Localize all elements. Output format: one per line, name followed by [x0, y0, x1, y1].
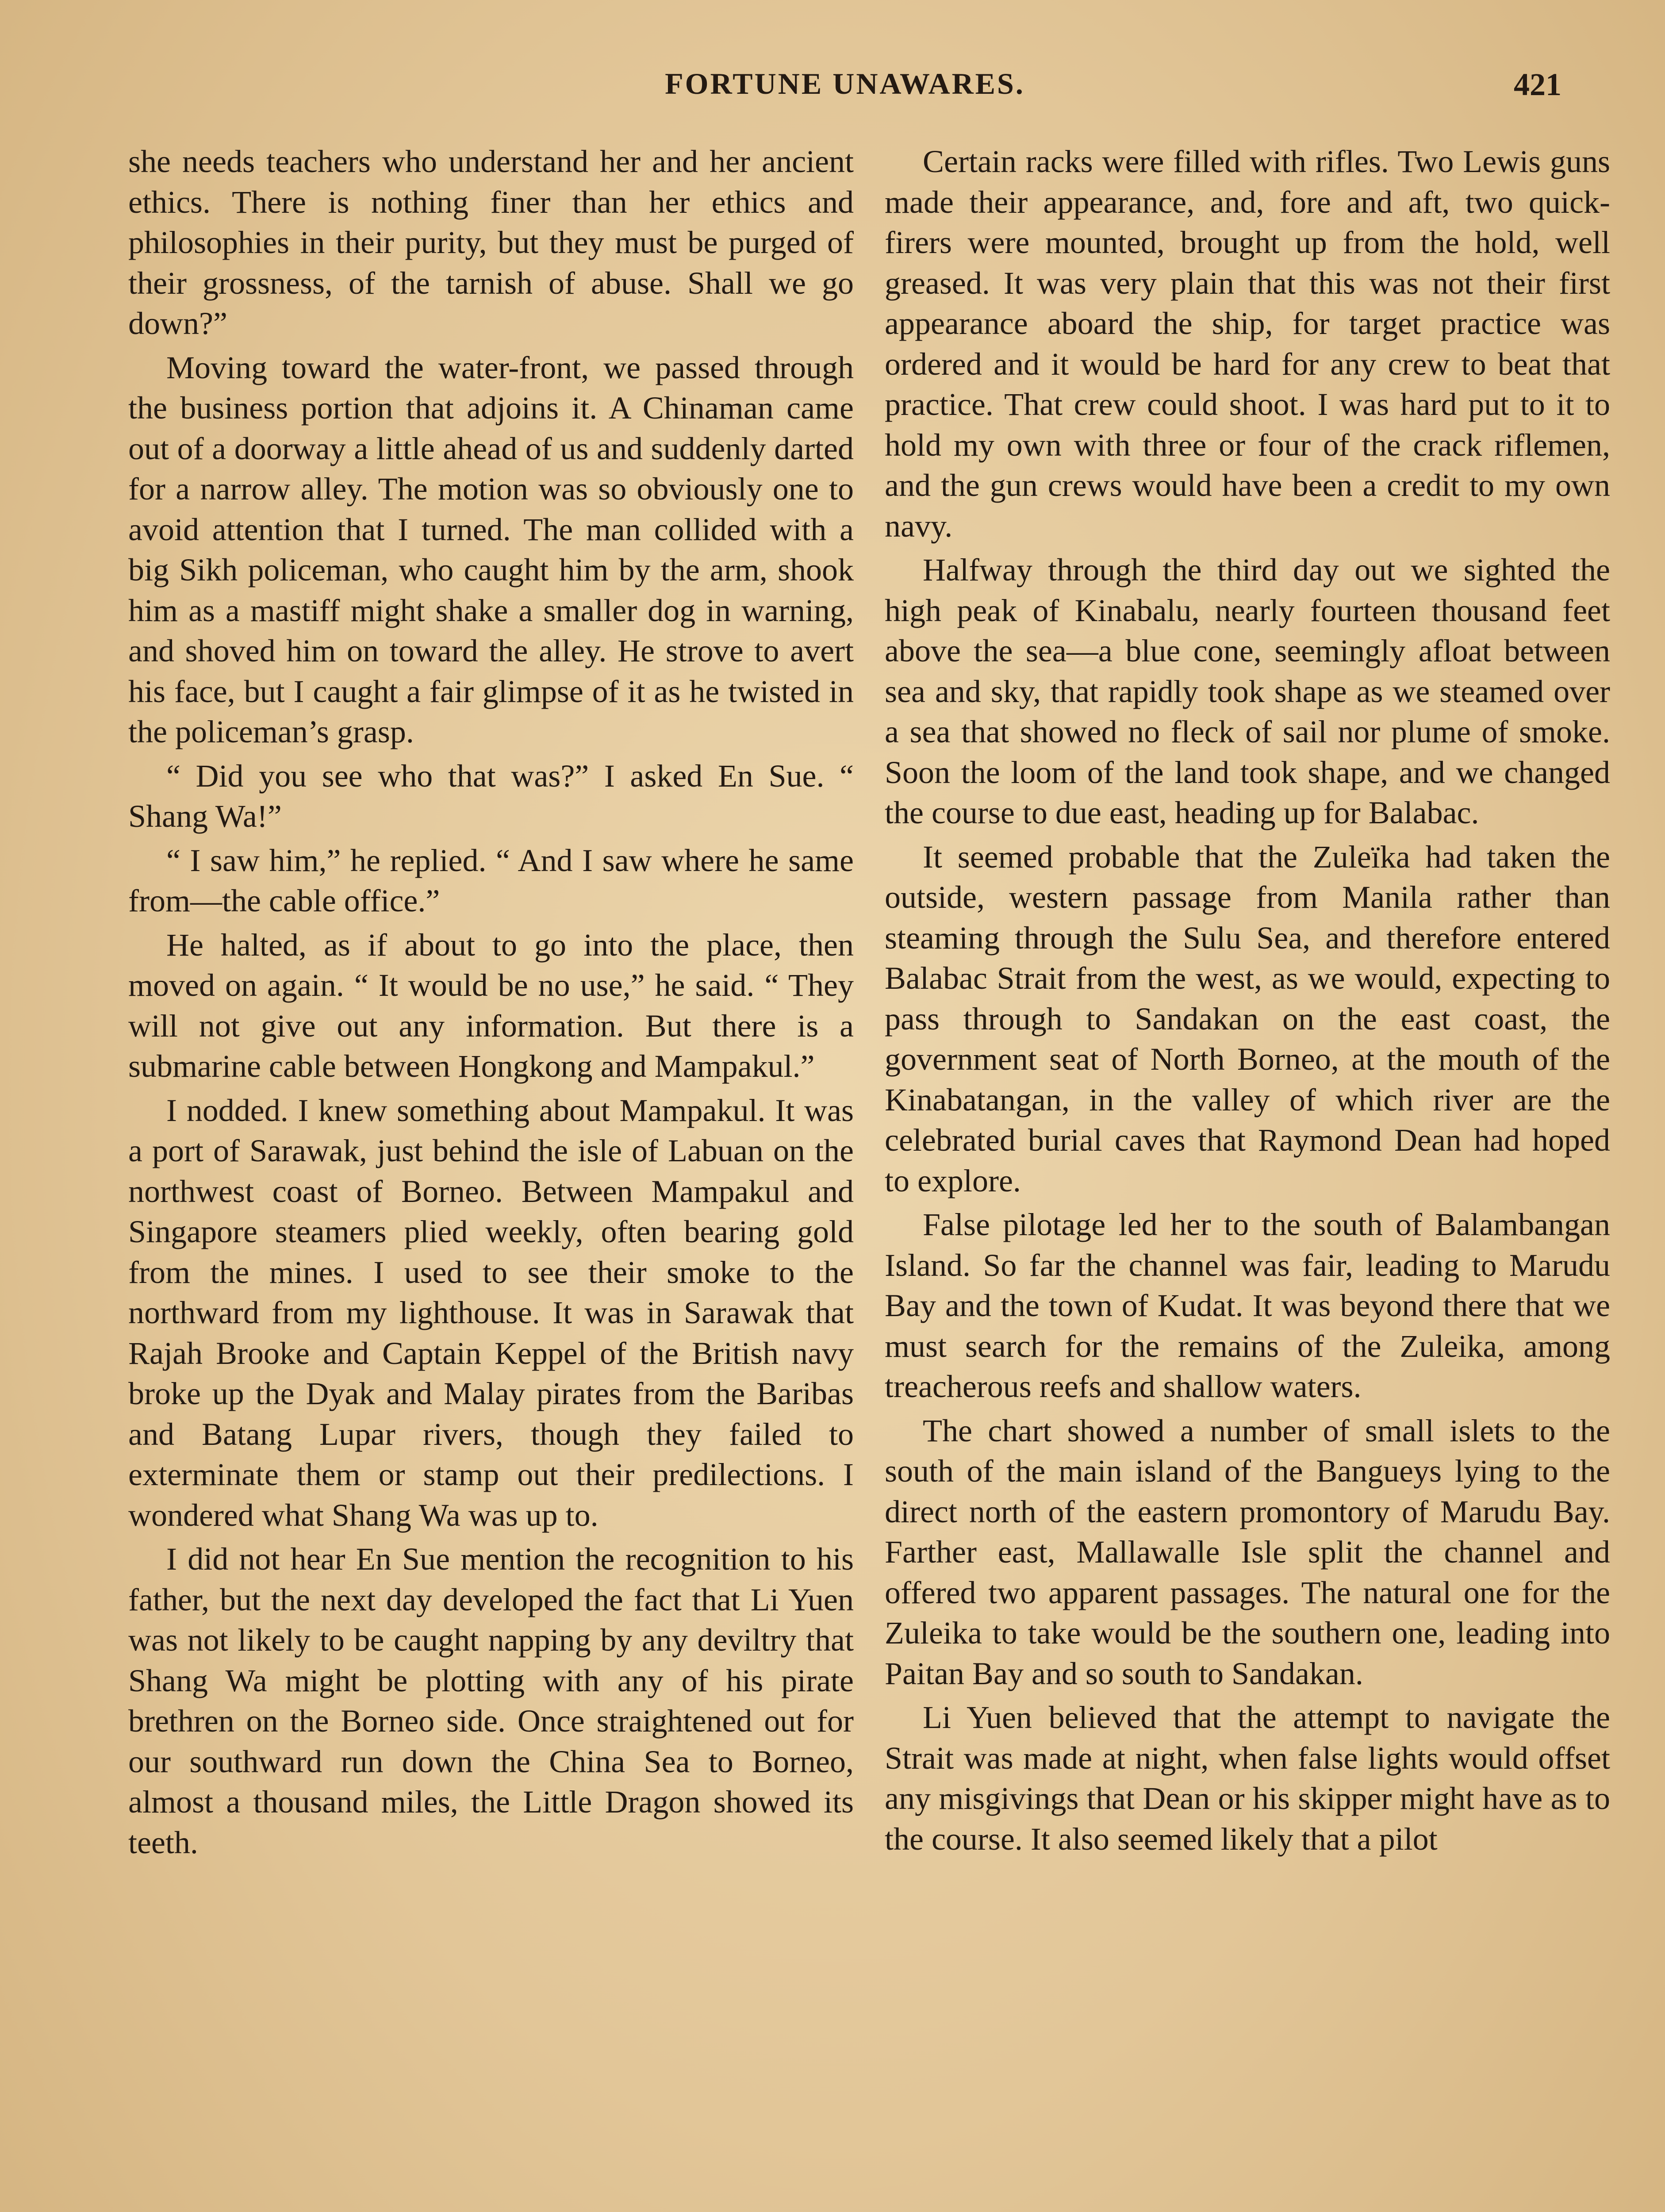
paragraph: she needs teachers who understand her and her ancient ethics. There is nothing finer than her ethics and philosophies in their purity, but they must be purged of their grossness, of the tarnish of abuse. Shall we go down?”: [128, 144, 854, 341]
paragraph: Halfway through the third day out we sighted the high peak of Kinabalu, nearly fourteen thousand feet above the sea—a blue cone, seemingly afloat between sea and sky, that rapidly took shape as we steamed over a sea that showed no fleck of sail nor plume of smoke. Soon the loom of the land took shape, and we changed the course to due east, heading up for Balabac.: [885, 552, 1610, 830]
paragraph: He halted, as if about to go into the place, then moved on again. “ It would be no use,” he said. “ They will not give out any information. But there is a submarine cable between Hongkong and Mampakul.”: [128, 927, 854, 1084]
paragraph: Moving toward the water-front, we passed through the business portion that adjoins it. A Chinaman came out of a doorway a little ahead of us and suddenly darted for a narrow alley. The motion was so obviously one to avoid attention that I turned. The man collided with a big Sikh policeman, who caught him by the arm, shook him as a mastiff might shake a smaller dog in warning, and shoved him on toward the alley. He strove to avert his face, but I caught a fair glimpse of it as he twisted in the policeman’s grasp.: [128, 349, 854, 749]
page-number: 421: [1514, 67, 1561, 102]
page-header: [128, 66, 1561, 119]
running-title: FORTUNE UNAWARES.: [665, 67, 1025, 100]
paragraph: I did not hear En Sue mention the recognition to his father, but the next day developed the fact that Li Yuen was not likely to be caught napping by any deviltry that Shang Wa might be plotting with any of his pirate brethren on the Borneo side. Once straightened out for our southward run down the China Sea to Borneo, almost a thousand miles, the Little Dragon showed its teeth.: [128, 1541, 854, 1860]
paragraph: Li Yuen believed that the attempt to navigate the Strait was made at night, when false lights would offset any misgivings that Dean or his skipper might have as to the course. It also seemed likely that a pilot: [885, 1700, 1610, 1857]
paragraph: “ I saw him,” he replied. “ And I saw where he same from—the cable office.”: [128, 842, 854, 918]
right-column: [885, 142, 1610, 2212]
paragraph: The chart showed a number of small islets to the south of the main island of the Bangueys lying to the direct north of the eastern promontory of Marudu Bay. Farther east, Mallawalle Isle split the channel and offered two apparent passages. The natural one for the Zuleika to take would be the southern one, leading into Paitan Bay and so south to Sandakan.: [885, 1413, 1610, 1691]
paragraph: I nodded. I knew something about Mampakul. It was a port of Sarawak, just behind the isle of Labuan on the northwest coast of Borneo. Between Mampakul and Singapore steamers plied weekly, often bearing gold from the mines. I used to see their smoke to the northward from my lighthouse. It was in Sarawak that Rajah Brooke and Captain Keppel of the British navy broke up the Dyak and Malay pirates from the Baribas and Batang Lupar rivers, though they failed to exterminate them or stamp out their predilections. I wondered what Shang Wa was up to.: [128, 1092, 854, 1533]
paragraph: False pilotage led her to the south of Balambangan Island. So far the channel was fair, leading to Marudu Bay and the town of Kudat. It was beyond there that we must search for the remains of the Zuleika, among treacherous reefs and shallow waters.: [885, 1207, 1610, 1404]
left-column: [128, 142, 854, 2212]
paragraph: Certain racks were filled with rifles. Two Lewis guns made their appearance, and, fore and aft, two quick-firers were mounted, brought up from the hold, well greased. It was very plain that this was not their first appearance aboard the ship, for target practice was ordered and it would be hard for any crew to beat that practice. That crew could shoot. I was hard put to it to hold my own with three or four of the crack riflemen, and the gun crews would have been a credit to my own navy.: [885, 144, 1610, 544]
paragraph: “ Did you see who that was?” I asked En Sue. “ Shang Wa!”: [128, 758, 854, 834]
paragraph: It seemed probable that the Zuleïka had taken the outside, western passage from Manila rather than steaming through the Sulu Sea, and therefore entered Balabac Strait from the west, as we would, expecting to pass through to Sandakan on the east coast, the government seat of North Borneo, at the mouth of the Kinabatangan, in the valley of which river are the celebrated burial caves that Raymond Dean had hoped to explore.: [885, 839, 1610, 1198]
